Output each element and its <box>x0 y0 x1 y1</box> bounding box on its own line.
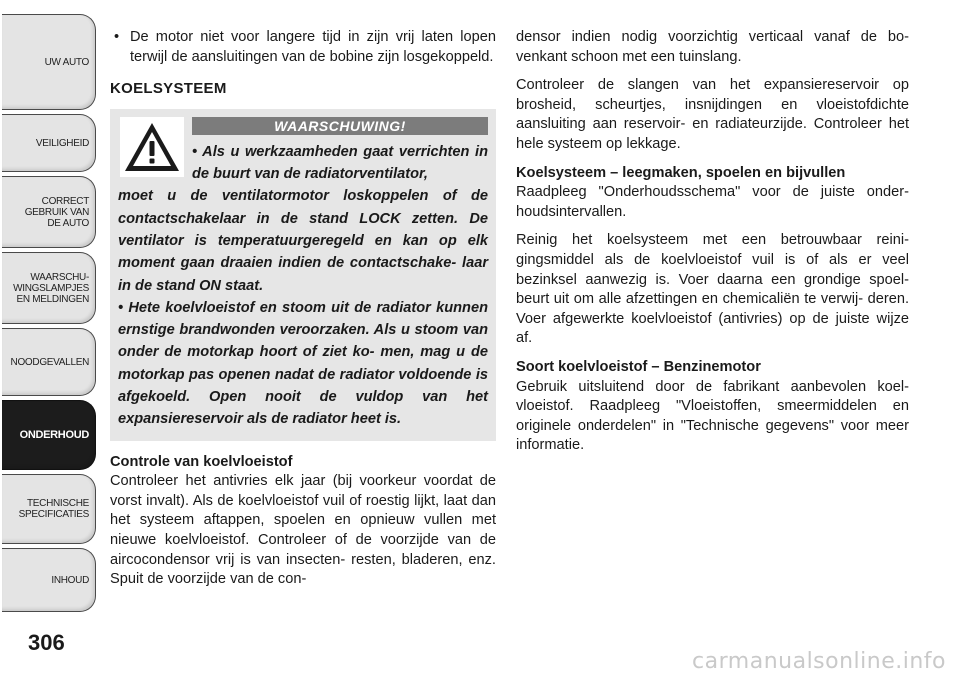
hoses-text: Controleer de slangen van het expansiereservoir op brosheid, scheurtjes, insnijdingen en vloeistofdichte aansluiting aan reservoir- en radiateurzijde. Controleer het hele systeem op lekkage. <box>516 77 909 152</box>
bullet-text: De motor niet voor langere tijd in zijn vrij laten lopen terwijl de aansluitingen van de bobine zijn losgekoppeld. <box>130 29 496 65</box>
warning-para-2: • Hete koelvloeistof en stoom uit de radiator kunnen ernstige brandwonden veroorzaken. Als u stoom van onder de motorkap hoort of ziet ko- men, mag u de motorkap pas openen nadat de radiator voldoende is afgekoeld. Open nooit de vuldop van het expansiereservoir als de radiator heet is. <box>118 299 488 428</box>
tab-waarschuwingslampjes[interactable]: WAARSCHU- WINGSLAMPJES EN MELDINGEN <box>2 252 96 324</box>
drain-text: Raadpleeg "Onderhoudsschema" voor de juiste onder- houdsintervallen. <box>516 184 909 220</box>
right-column <box>516 28 909 456</box>
page-number: 306 <box>28 630 65 655</box>
warning-triangle-icon <box>120 117 184 177</box>
tab-technische-specificaties[interactable]: TECHNISCHE SPECIFICATIES <box>2 474 96 544</box>
tab-inhoud[interactable]: INHOUD <box>2 548 96 612</box>
warning-lead: • Als u werkzaamheden gaat verrichten in de buurt van de radiatorventilator, <box>192 143 488 183</box>
continued-text: densor indien nodig voorzichtig verticaal vanaf de bo- venkant schoon met een tuinslang. <box>516 29 909 65</box>
tab-correct-gebruik[interactable]: CORRECT GEBRUIK VAN DE AUTO <box>2 176 96 248</box>
bullet-dot: • <box>114 29 120 45</box>
tab-uw-auto[interactable]: UW AUTO <box>2 14 96 110</box>
section-title: KOELSYSTEEM <box>110 80 227 98</box>
chapter-sidebar <box>0 0 100 678</box>
tab-veiligheid[interactable]: VEILIGHEID <box>2 114 96 172</box>
type-heading: Soort koelvloeistof – Benzinemotor <box>516 358 761 375</box>
warning-box <box>110 109 496 441</box>
left-column <box>110 28 496 590</box>
bullet-item <box>110 28 496 67</box>
tab-noodgevallen[interactable]: NOODGEVALLEN <box>2 328 96 396</box>
tab-onderhoud[interactable]: ONDERHOUD <box>2 400 96 470</box>
check-heading: Controle van koelvloeistof <box>110 453 293 470</box>
drain-heading: Koelsysteem – leegmaken, spoelen en bijvullen <box>516 164 846 181</box>
check-text: Controleer het antivries elk jaar (bij voorkeur voordat de vorst invalt). Als de koelvloeistof vuil of roestig lijkt, laat dan het systeem aftappen, spoelen en opnieuw vullen met nieuwe koelvloeistof. Controleer of de voorzijde van de aircocondensor vrij is van insecten- resten, bladeren, enz. Spuit de voorzijde van de con- <box>110 473 496 588</box>
clean-text: Reinig het koelsysteem met een betrouwbaar reini- gingsmiddel als de koelvloeistof vuil is of als er veel bezinksel aanwezig is. Voer daarna een grondige spoel- beurt uit om alle afzettingen en chemicaliën te verwij- deren. Voer afgewerkte koelvloeistof (antivries) op de juiste wijze af. <box>516 232 909 347</box>
warning-title: WAARSCHUWING! <box>192 117 488 135</box>
warning-para-1: moet u de ventilatormotor loskoppelen of de contactschakelaar in de stand LOCK zetten. De ventilator is temperatuurgeregeld en kan op elk moment gaan draaien indien de contactschake- laar in de stand ON staat. <box>118 188 488 294</box>
watermark: carmanualsonline.info <box>692 649 946 674</box>
type-text: Gebruik uitsluitend door de fabrikant aanbevolen koel- vloeistof. Raadpleeg "Vloeistoffen, smeermiddelen en originele onderdelen" in "Technische gegevens" voor meer informatie. <box>516 378 909 454</box>
